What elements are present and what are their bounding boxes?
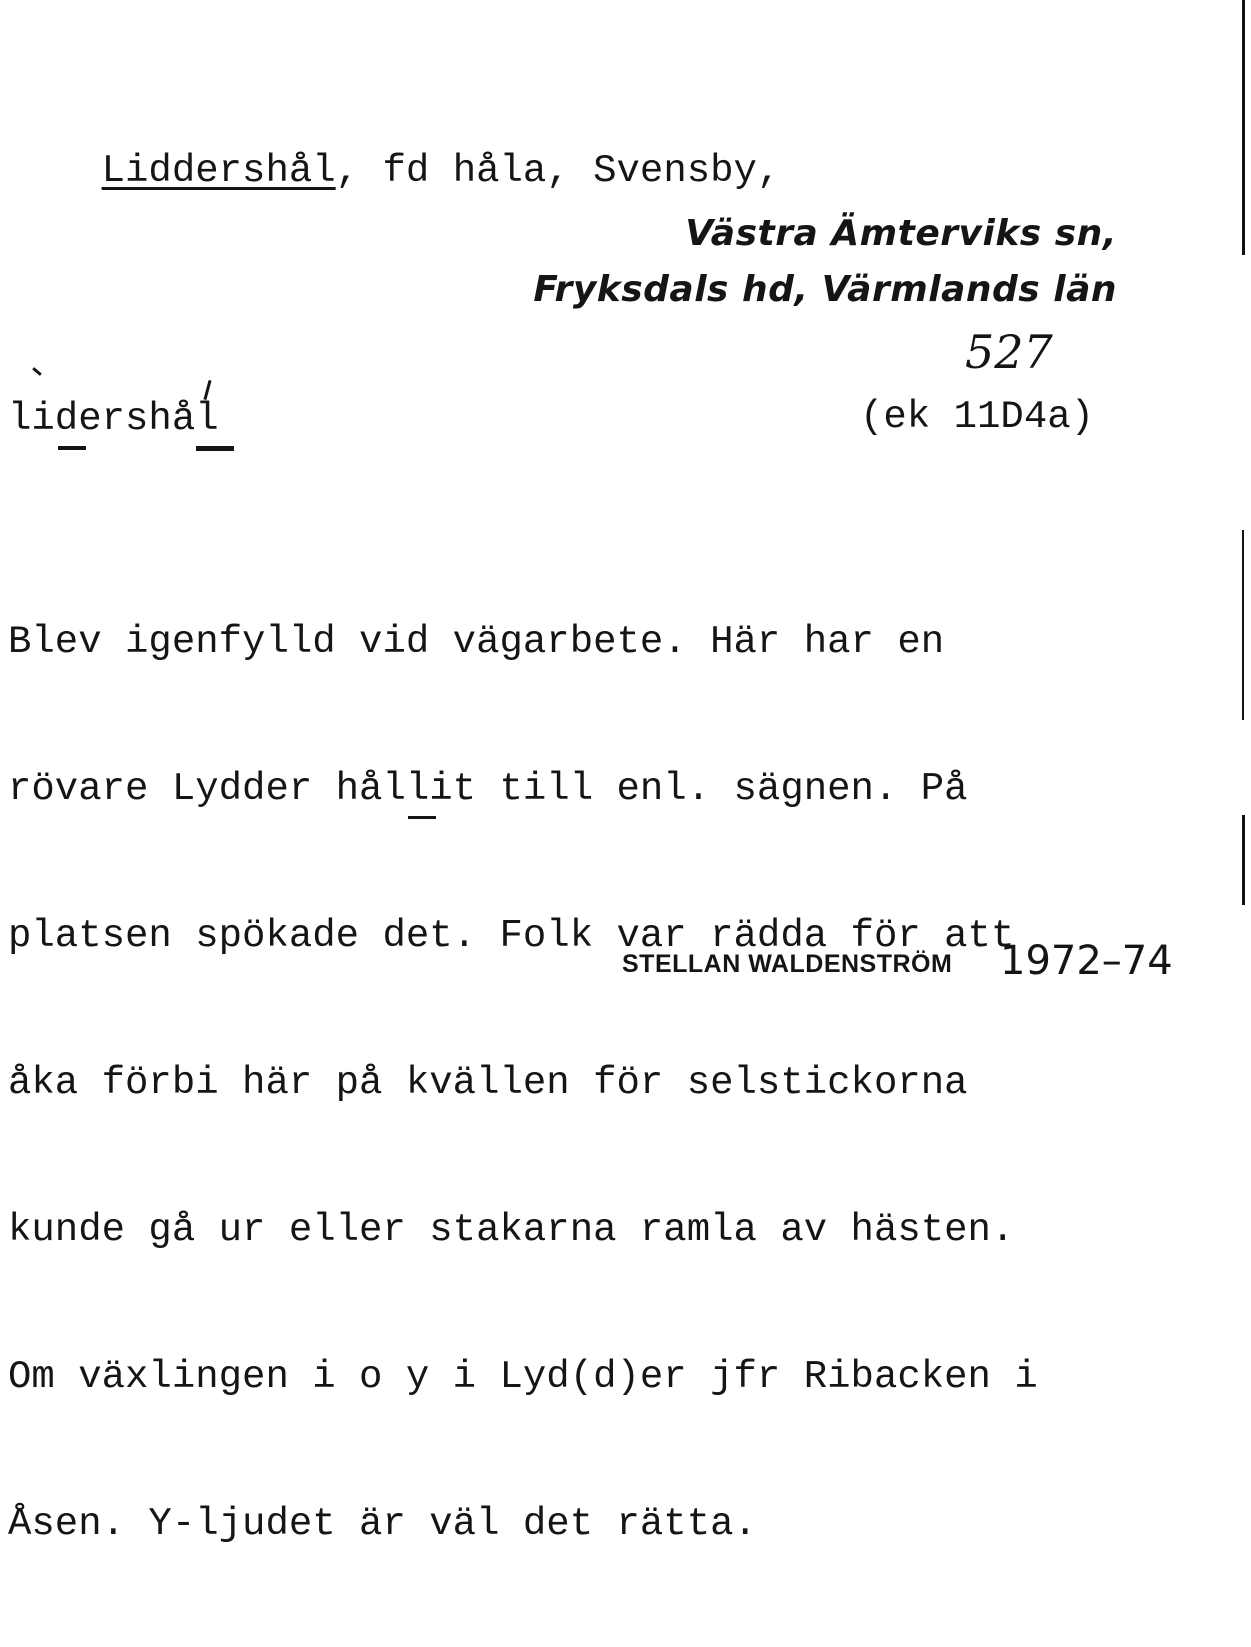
body-line: åka förbi här på kvällen för selstickorna xyxy=(8,1061,968,1105)
body-line: platsen spökade det. Folk var rädda för att xyxy=(8,914,1015,958)
body-line: kunde gå ur eller stakarna ramla av hästen. xyxy=(8,1208,1015,1252)
place-name-rest: , fd håla, Svensby, xyxy=(335,149,781,193)
body-text xyxy=(8,520,1038,1647)
phonetic-underline xyxy=(196,446,234,451)
body-line: Blev igenfylld vid vägarbete. Här har en xyxy=(8,620,945,664)
year-range: 1972–74 xyxy=(1000,938,1173,984)
card-edge-line xyxy=(1242,0,1245,255)
author-stamp: STELLAN WALDENSTRÖM xyxy=(622,950,953,978)
body-line: Om växlingen i o y i Lyd(d)er jfr Ribacken i xyxy=(8,1355,1038,1399)
phonetic-transcription: lidershål xyxy=(8,397,219,441)
phonetic-underline xyxy=(58,446,86,450)
body-line: Åsen. Y-ljudet är väl det rätta. xyxy=(8,1502,757,1546)
body-underline xyxy=(408,816,436,819)
record-code: (ek 11D4a) xyxy=(860,395,1095,439)
record-number: 527 xyxy=(965,325,1053,379)
district-line: Fryksdals hd, Värmlands län xyxy=(533,269,1117,310)
parish-line: Västra Ämterviks sn, xyxy=(685,213,1117,254)
card-edge-line xyxy=(1242,815,1245,905)
place-name: Liddershål xyxy=(101,149,336,193)
body-line: rövare Lydder hållit till enl. sägnen. På xyxy=(8,767,968,811)
accent-mark xyxy=(32,367,42,376)
card-edge-line xyxy=(1242,530,1244,720)
location-stamp xyxy=(533,206,1117,318)
